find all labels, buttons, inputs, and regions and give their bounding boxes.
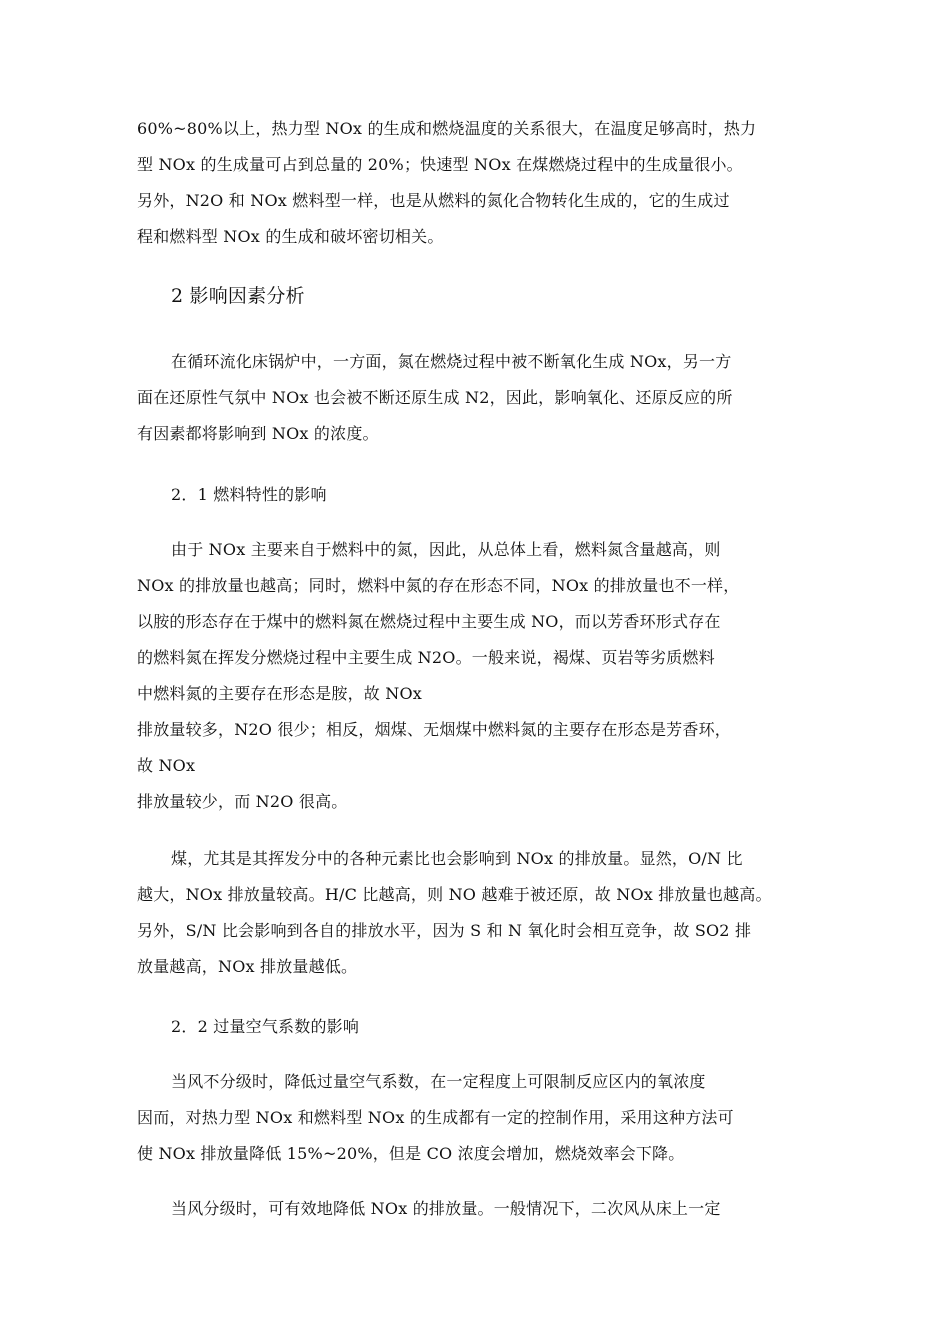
- text-line: 排放量较少，而 N2O 很高。: [137, 792, 348, 811]
- section-heading-2: [137, 278, 817, 314]
- sub-heading-text: 2．2 过量空气系数的影响: [171, 1017, 360, 1036]
- text-line: 另外，N2O 和 NOx 燃料型一样，也是从燃料的氮化合物转化生成的，它的生成过: [137, 191, 730, 210]
- paragraph-intro: [137, 111, 817, 255]
- text-line: 以胺的形态存在于煤中的燃料氮在燃烧过程中主要生成 NO，而以芳香环形式存在: [137, 612, 721, 631]
- section-heading-2-2: [137, 1009, 817, 1045]
- text-line: 当风不分级时，降低过量空气系数，在一定程度上可限制反应区内的氧浓度: [171, 1072, 706, 1091]
- section-heading-2-1: [137, 477, 817, 513]
- paragraph-fuel-characteristics: [137, 532, 817, 820]
- text-line: 放量越高，NOx 排放量越低。: [137, 957, 358, 976]
- text-line: 在循环流化床锅炉中，一方面，氮在燃烧过程中被不断氧化生成 NOx，另一方: [171, 352, 732, 371]
- text-line: 另外，S/N 比会影响到各自的排放水平，因为 S 和 N 氧化时会相互竞争，故 SO2 排: [137, 921, 752, 940]
- text-line: 的燃料氮在挥发分燃烧过程中主要生成 N2O。一般来说，褐煤、页岩等劣质燃料: [137, 648, 715, 667]
- text-line: 程和燃料型 NOx 的生成和破坏密切相关。: [137, 227, 444, 246]
- text-line: 煤，尤其是其挥发分中的各种元素比也会影响到 NOx 的排放量。显然，O/N 比: [171, 849, 743, 868]
- text-line: 故 NOx: [137, 756, 196, 775]
- text-line: 因而，对热力型 NOx 和燃料型 NOx 的生成都有一定的控制作用，采用这种方法可: [137, 1108, 734, 1127]
- text-line: 有因素都将影响到 NOx 的浓度。: [137, 424, 379, 443]
- sub-heading-text: 2．1 燃料特性的影响: [171, 485, 327, 504]
- text-line: 中燃料氮的主要存在形态是胺，故 NOx: [137, 684, 423, 703]
- paragraph-section-2: [137, 344, 817, 452]
- text-line: 越大，NOx 排放量较高。H/C 比越高，则 NO 越难于被还原，故 NOx 排放量也越高。: [137, 885, 772, 904]
- paragraph-coal-elements: [137, 841, 817, 985]
- text-line: 使 NOx 排放量降低 15%~20%，但是 CO 浓度会增加，燃烧效率会下降。: [137, 1144, 685, 1163]
- paragraph-air-staged: [137, 1191, 817, 1227]
- paragraph-air-unstaged: [137, 1064, 817, 1172]
- text-line: 面在还原性气氛中 NOx 也会被不断还原生成 N2，因此，影响氧化、还原反应的所: [137, 388, 733, 407]
- text-line: NOx 的排放量也越高；同时，燃料中氮的存在形态不同，NOx 的排放量也不一样，: [137, 576, 740, 595]
- text-line: 60%~80%以上，热力型 NOx 的生成和燃烧温度的关系很大，在温度足够高时，热力: [137, 119, 757, 138]
- text-line: 排放量较多，N2O 很少；相反，烟煤、无烟煤中燃料氮的主要存在形态是芳香环，: [137, 720, 731, 739]
- section-heading-text: 2 影响因素分析: [171, 285, 305, 307]
- text-line: 当风分级时，可有效地降低 NOx 的排放量。一般情况下，二次风从床上一定: [171, 1199, 721, 1218]
- text-line: 型 NOx 的生成量可占到总量的 20%；快速型 NOx 在煤燃烧过程中的生成量很小。: [137, 155, 743, 174]
- text-line: 由于 NOx 主要来自于燃料中的氮，因此，从总体上看，燃料氮含量越高，则: [171, 540, 721, 559]
